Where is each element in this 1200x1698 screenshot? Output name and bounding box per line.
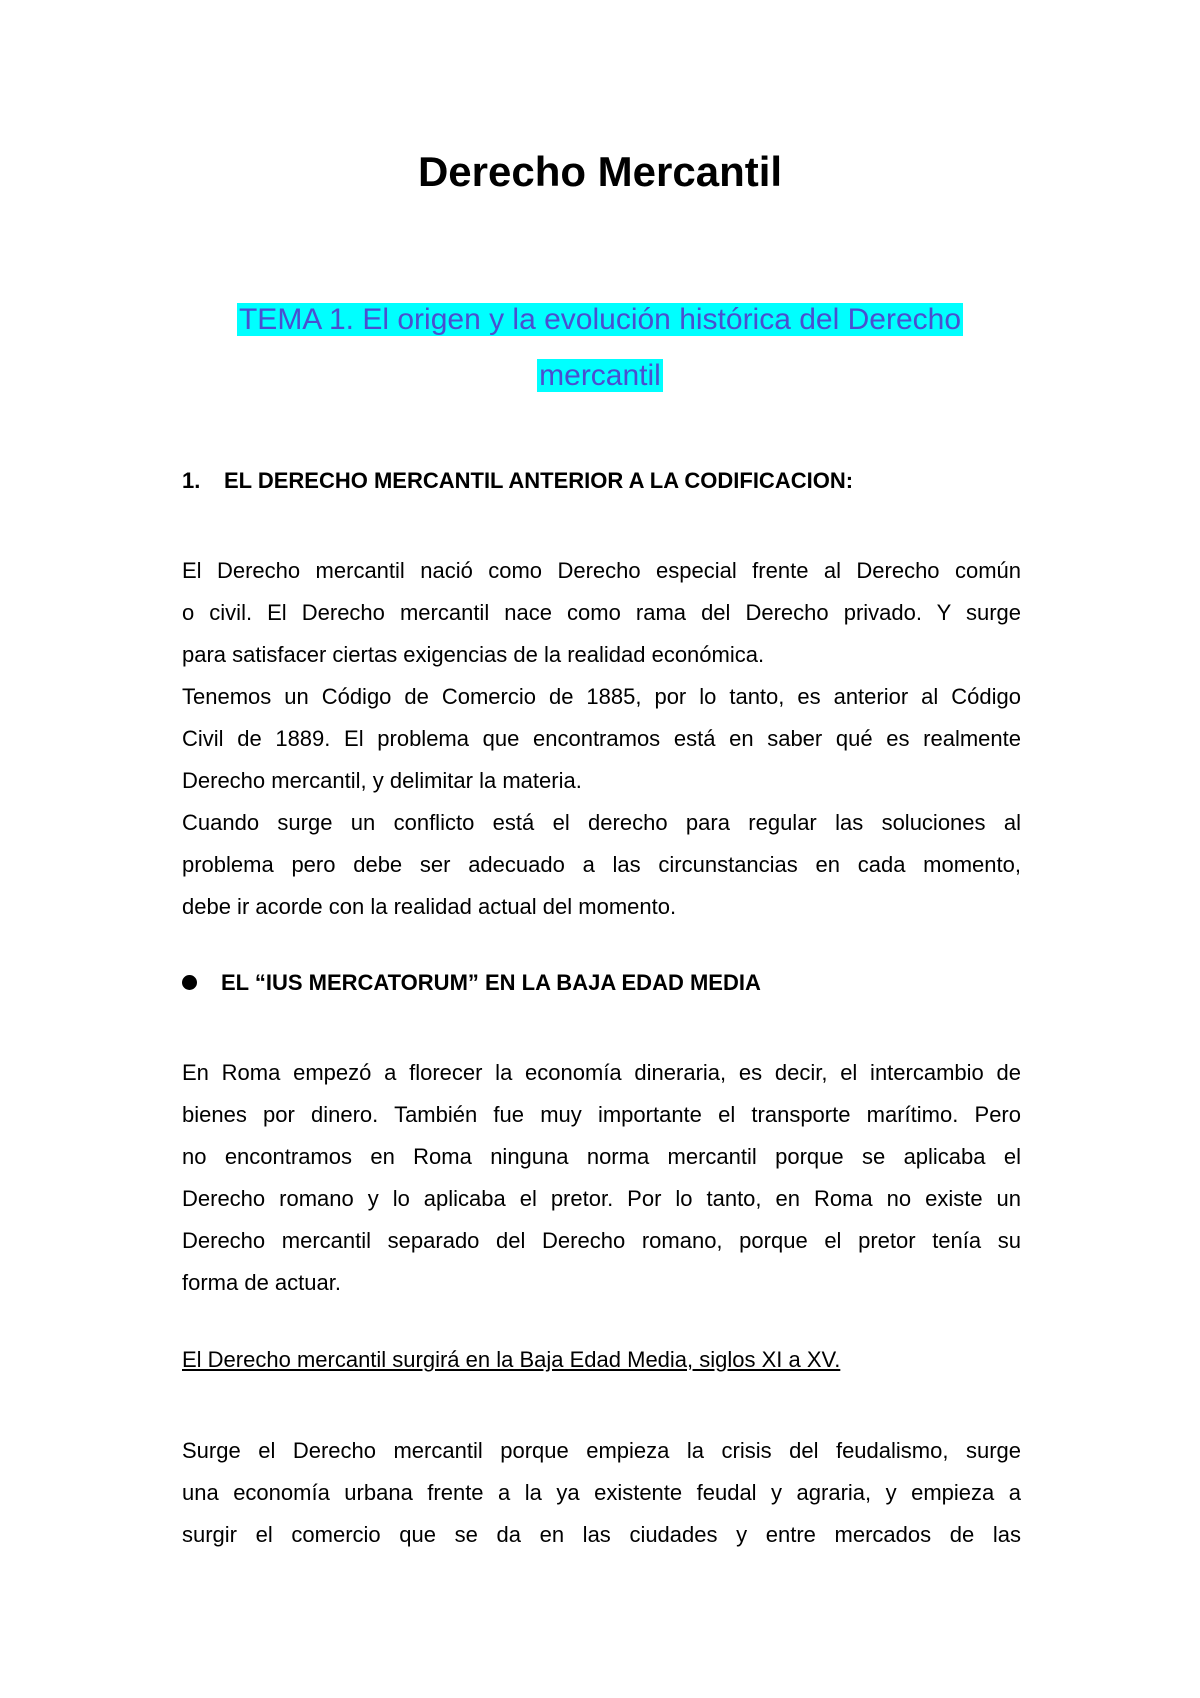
paragraph-line: problema pero debe ser adecuado a las circunstancias en cada momento, xyxy=(182,852,1021,877)
paragraph-line: o civil. El Derecho mercantil nace como rama del Derecho privado. Y surge xyxy=(182,600,1021,625)
bullet-heading-text: EL “IUS MERCATORUM” EN LA BAJA EDAD MEDIA xyxy=(221,970,761,995)
section-number: 1. xyxy=(182,468,201,493)
paragraph-line: En Roma empezó a florecer la economía dineraria, es decir, el intercambio de xyxy=(182,1060,1021,1085)
paragraph-line: Cuando surge un conflicto está el derecho para regular las soluciones al xyxy=(182,810,1021,835)
paragraph-line: forma de actuar. xyxy=(182,1270,341,1295)
paragraph-line: El Derecho mercantil nació como Derecho especial frente al Derecho común xyxy=(182,558,1021,583)
paragraph-line: Civil de 1889. El problema que encontramos está en saber qué es realmente xyxy=(182,726,1021,751)
paragraph-line: no encontramos en Roma ninguna norma mercantil porque se aplicaba el xyxy=(182,1144,1021,1169)
subtitle-line-2: mercantil xyxy=(539,359,661,392)
paragraph-line: Derecho mercantil, y delimitar la materia. xyxy=(182,768,582,793)
subtitle-line-1: TEMA 1. El origen y la evolución histórica del Derecho xyxy=(238,303,962,336)
paragraph-1 xyxy=(182,550,1021,676)
paragraph-line: para satisfacer ciertas exigencias de la realidad económica. xyxy=(182,642,765,667)
topic-subtitle xyxy=(200,292,1000,404)
bullet-heading xyxy=(182,968,761,998)
paragraph-line: Derecho mercantil separado del Derecho romano, porque el pretor tenía su xyxy=(182,1228,1021,1253)
paragraph-line: debe ir acorde con la realidad actual del momento. xyxy=(182,894,677,919)
bullet-icon xyxy=(182,975,197,990)
paragraph-2 xyxy=(182,676,1021,802)
paragraph-line: Surge el Derecho mercantil porque empieza la crisis del feudalismo, surge xyxy=(182,1438,1021,1463)
section-heading xyxy=(182,466,853,496)
paragraph-line: Derecho romano y lo aplicaba el pretor. Por lo tanto, en Roma no existe un xyxy=(182,1186,1021,1211)
paragraph-line: Tenemos un Código de Comercio de 1885, por lo tanto, es anterior al Código xyxy=(182,684,1021,709)
paragraph-line: una economía urbana frente a la ya existente feudal y agraria, y empieza a xyxy=(182,1480,1021,1505)
document-title: Derecho Mercantil xyxy=(417,148,783,195)
paragraph-5 xyxy=(182,1430,1021,1556)
underlined-sentence: El Derecho mercantil surgirá en la Baja Edad Media, siglos XI a XV. xyxy=(182,1347,841,1372)
paragraph-4 xyxy=(182,1052,1021,1304)
paragraph-line: bienes por dinero. También fue muy importante el transporte marítimo. Pero xyxy=(182,1102,1021,1127)
paragraph-3 xyxy=(182,802,1021,928)
paragraph-line: surgir el comercio que se da en las ciudades y entre mercados de las xyxy=(182,1522,1021,1547)
section-heading-text: EL DERECHO MERCANTIL ANTERIOR A LA CODIFICACION: xyxy=(224,468,854,493)
